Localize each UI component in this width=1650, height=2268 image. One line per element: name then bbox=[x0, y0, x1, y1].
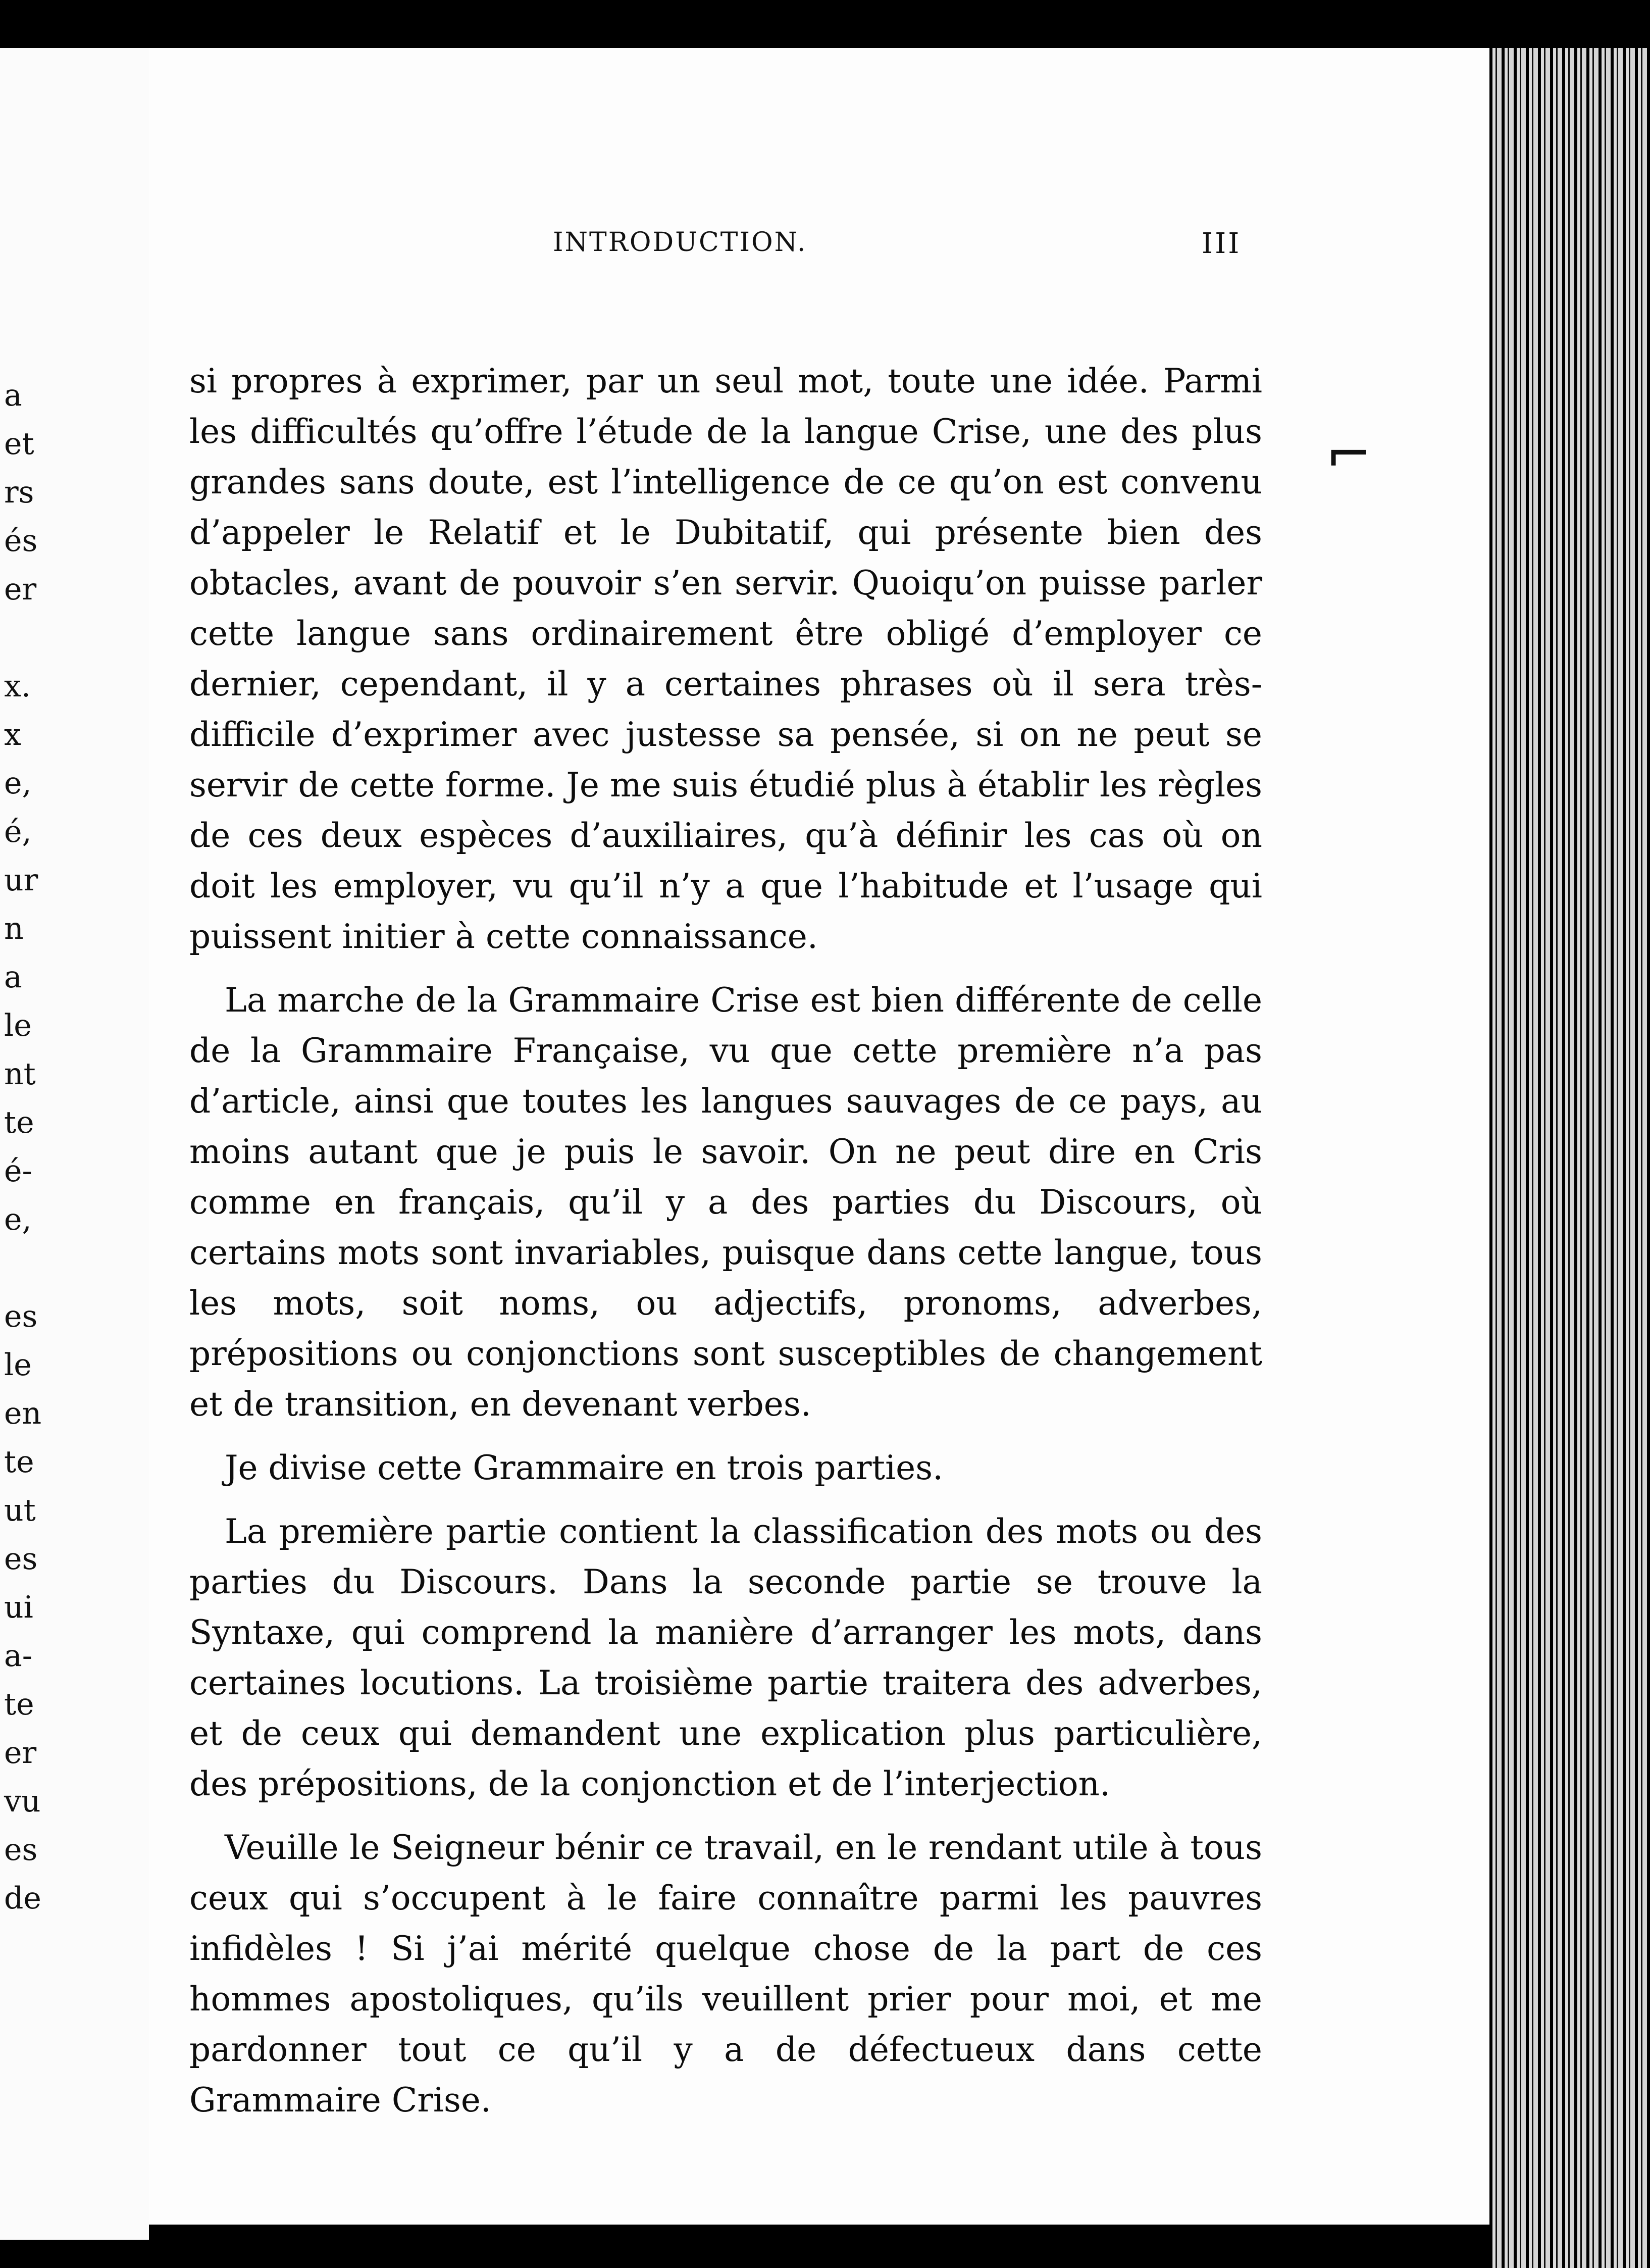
running-head-title: INTRODUCTION. bbox=[553, 227, 807, 258]
adjacent-fragment: é- bbox=[4, 1153, 32, 1189]
scan-edge-right bbox=[1489, 48, 1650, 2268]
adjacent-fragment: a bbox=[4, 378, 22, 413]
adjacent-fragment: nt bbox=[4, 1056, 36, 1092]
adjacent-fragment: és bbox=[4, 523, 38, 559]
adjacent-fragment: rs bbox=[4, 475, 34, 510]
adjacent-fragment: te bbox=[4, 1687, 34, 1722]
adjacent-fragment: te bbox=[4, 1444, 34, 1480]
adjacent-fragment: a- bbox=[4, 1638, 33, 1674]
adjacent-fragment: es bbox=[4, 1541, 38, 1577]
paragraph-1: si propres à exprimer, par un seul mot, toute une idée. Parmi les difficultés qu’offre l’étude de la langue Crise, une des plus grandes sans doute, est l’intelligence de ce qu’on est convenu d’appeler le Relatif et le Dubitatif, qui présente bien des obtacles, avant de pouvoir s’en servir. Quoiqu’on puisse parler cette langue sans ordinairement être obligé d’employer ce dernier, cependant, il y a certaines phrases où il sera très-difficile d’exprimer avec justesse sa pensée, si on ne peut se servir de cette forme. Je me suis étudié plus à établir les règles de ces deux espèces d’auxiliaires, qu’à définir les cas où on doit les employer, vu qu’il n’y a que l’habitude et l’usage qui puissent initier à cette connaissance. bbox=[189, 362, 1262, 956]
adjacent-fragment: ui bbox=[4, 1590, 33, 1625]
paragraph-4: La première partie contient la classification des mots ou des parties du Discours. Dans la seconde partie se trouve la Syntaxe, qui comprend la manière d’arranger les mots, dans certaines locutions. La troisième partie traitera des adverbes, et de ceux qui demandent une explication plus particulière, des prépositions, de la conjonction et de l’interjection. bbox=[189, 1512, 1262, 1803]
adjacent-fragment: n bbox=[4, 911, 24, 946]
adjacent-fragment: ut bbox=[4, 1493, 36, 1528]
adjacent-fragment: te bbox=[4, 1105, 34, 1140]
adjacent-fragment bbox=[4, 614, 95, 662]
pen-mark-corner: ⌐ bbox=[1325, 422, 1372, 486]
adjacent-fragment: e, bbox=[4, 1202, 32, 1237]
adjacent-page-fragments bbox=[4, 371, 95, 1923]
paragraph-5: Veuille le Seigneur bénir ce travail, en le rendant utile à tous ceux qui s’occupent à le faire connaître parmi les pauvres infidèles ! Si j’ai mérité quelque chose de la part de ces hommes apostoliques, qu’ils veuillent prier pour moi, et me pardonner tout ce qu’il y a de défectueux dans cette Grammaire Crise. bbox=[189, 1828, 1262, 2120]
adjacent-fragment: a bbox=[4, 960, 22, 995]
adjacent-fragment: es bbox=[4, 1299, 38, 1334]
adjacent-fragment: vu bbox=[4, 1784, 41, 1819]
adjacent-fragment: ur bbox=[4, 863, 38, 898]
paragraph-2: La marche de la Grammaire Crise est bien différente de celle de la Grammaire Française, vu que cette première n’a pas d’article, ainsi que toutes les langues sauvages de ce pays, au moins autant que je puis le savoir. On ne peut dire en Cris comme en français, qu’il y a des parties du Discours, où certains mots sont invariables, puisque dans cette langue, tous les mots, soit noms, ou adjectifs, pronoms, adverbes, prépositions ou conjonctions sont susceptibles de changement et de transition, en devenant verbes. bbox=[189, 981, 1262, 1424]
adjacent-fragment: é, bbox=[4, 814, 32, 849]
adjacent-fragment: en bbox=[4, 1396, 42, 1431]
adjacent-fragment: es bbox=[4, 1832, 38, 1868]
adjacent-fragment: de bbox=[4, 1881, 41, 1916]
running-head bbox=[149, 227, 1489, 268]
adjacent-fragment: x bbox=[4, 717, 21, 752]
adjacent-fragment: er bbox=[4, 572, 37, 607]
adjacent-fragment: e, bbox=[4, 766, 32, 801]
book-page bbox=[149, 48, 1489, 2240]
adjacent-fragment: le bbox=[4, 1347, 32, 1383]
adjacent-fragment: le bbox=[4, 1008, 32, 1043]
adjacent-fragment: x. bbox=[4, 669, 31, 704]
paragraph-3: Je divise cette Grammaire en trois parties. bbox=[225, 1448, 944, 1487]
body-text bbox=[189, 356, 1262, 2139]
adjacent-fragment: er bbox=[4, 1735, 37, 1771]
adjacent-page-edge bbox=[0, 48, 149, 2240]
adjacent-fragment bbox=[4, 1244, 95, 1292]
adjacent-fragment: et bbox=[4, 426, 34, 462]
page-number: III bbox=[1202, 227, 1242, 260]
